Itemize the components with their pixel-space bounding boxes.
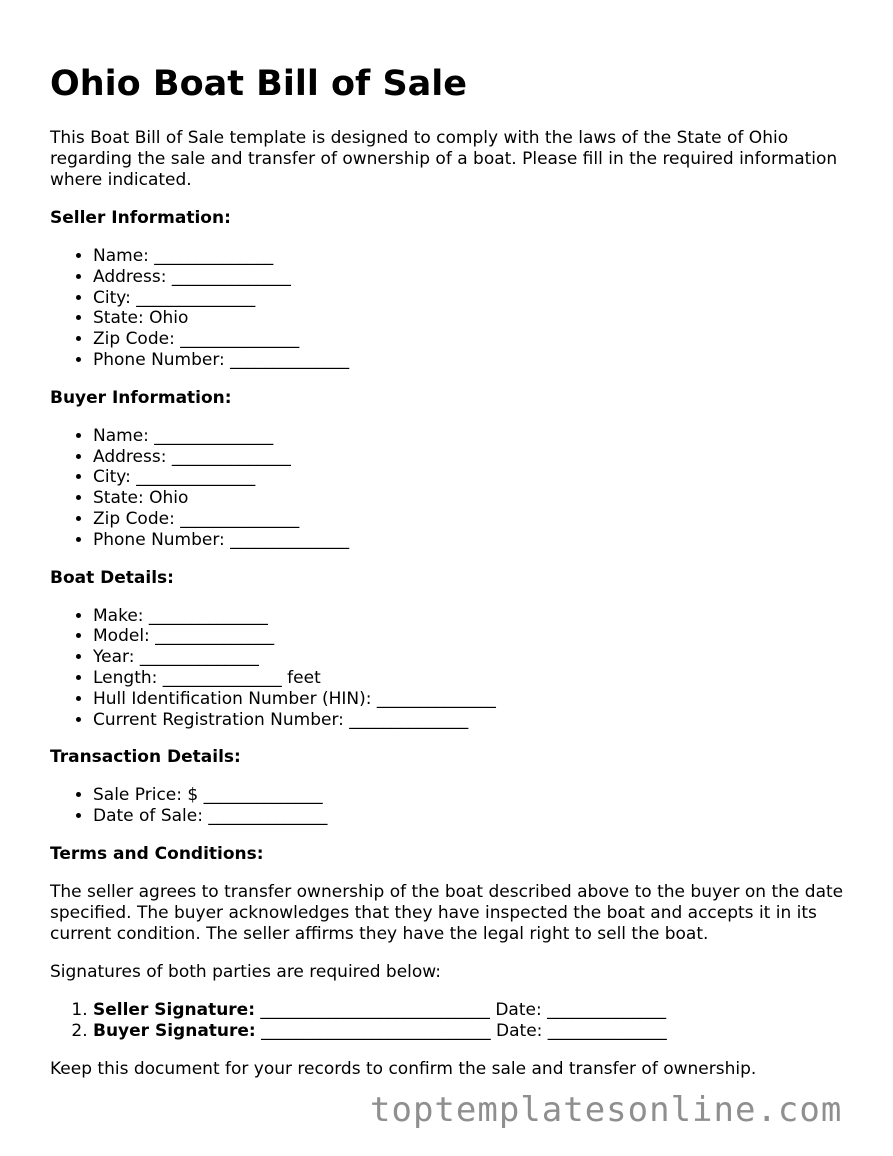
buyer-zip-item: • Zip Code: ______________	[93, 509, 850, 530]
transaction-list	[50, 785, 850, 827]
boat-model-item: • Model: ______________	[93, 626, 850, 647]
signatures-list	[50, 1000, 850, 1042]
buyer-phone-item: • Phone Number: ______________	[93, 530, 850, 551]
seller-city-item: • City: ______________	[93, 288, 850, 309]
transaction-heading: Transaction Details:	[50, 747, 241, 768]
signatures-intro: Signatures of both parties are required below:	[50, 961, 442, 982]
buyer-list	[50, 426, 850, 551]
boat-heading: Boat Details:	[50, 567, 174, 588]
boat-make-item: • Make: ______________	[93, 606, 850, 627]
seller-heading: Seller Information:	[50, 208, 231, 228]
intro-paragraph: This Boat Bill of Sale template is designed to comply with the laws of the State of Ohio regarding the sale and transfer of ownership of a boat. Please fill in the required information where indicated.	[50, 128, 838, 190]
sale-price-item: • Sale Price: $ ______________	[93, 785, 850, 806]
watermark: toptemplatesonline.com	[370, 1090, 843, 1130]
boat-list	[50, 606, 850, 731]
seller-signature-label: Seller Signature:	[93, 999, 256, 1020]
closing-paragraph: Keep this document for your records to confirm the sale and transfer of ownership.	[50, 1058, 757, 1079]
boat-hin-item: • Hull Identification Number (HIN): ______________	[93, 689, 850, 710]
sale-date-item: • Date of Sale: ______________	[93, 806, 850, 827]
buyer-name-item: • Name: ______________	[93, 426, 850, 447]
buyer-city-item: • City: ______________	[93, 467, 850, 488]
buyer-signature-label: Buyer Signature:	[93, 1020, 256, 1041]
buyer-state-item: • State: Ohio	[93, 488, 850, 509]
document	[50, 62, 850, 1080]
page-title: Ohio Boat Bill of Sale	[50, 64, 468, 104]
seller-list	[50, 246, 850, 371]
buyer-signature-line: ___________________________ Date: ______________	[255, 1020, 667, 1041]
seller-address-item: • Address: ______________	[93, 267, 850, 288]
seller-state-item: • State: Ohio	[93, 308, 850, 329]
boat-year-item: • Year: ______________	[93, 647, 850, 668]
buyer-heading: Buyer Information:	[50, 387, 232, 408]
buyer-signature-item	[93, 1021, 850, 1042]
seller-name-item: • Name: ______________	[93, 246, 850, 267]
seller-phone-item: • Phone Number: ______________	[93, 350, 850, 371]
boat-registration-item: • Current Registration Number: ______________	[93, 710, 850, 731]
buyer-address-item: • Address: ______________	[93, 447, 850, 468]
terms-paragraph: The seller agrees to transfer ownership of the boat described above to the buyer on the date specified. The buyer acknowledges that they have inspected the boat and accepts it in its current condition. The seller affirms they have the legal right to sell the boat.	[50, 881, 844, 944]
seller-zip-item: • Zip Code: ______________	[93, 329, 850, 350]
seller-signature-item	[93, 1000, 850, 1021]
boat-length-item: • Length: ______________ feet	[93, 668, 850, 689]
seller-signature-line: ___________________________ Date: ______________	[255, 999, 667, 1020]
terms-heading: Terms and Conditions:	[50, 843, 264, 864]
